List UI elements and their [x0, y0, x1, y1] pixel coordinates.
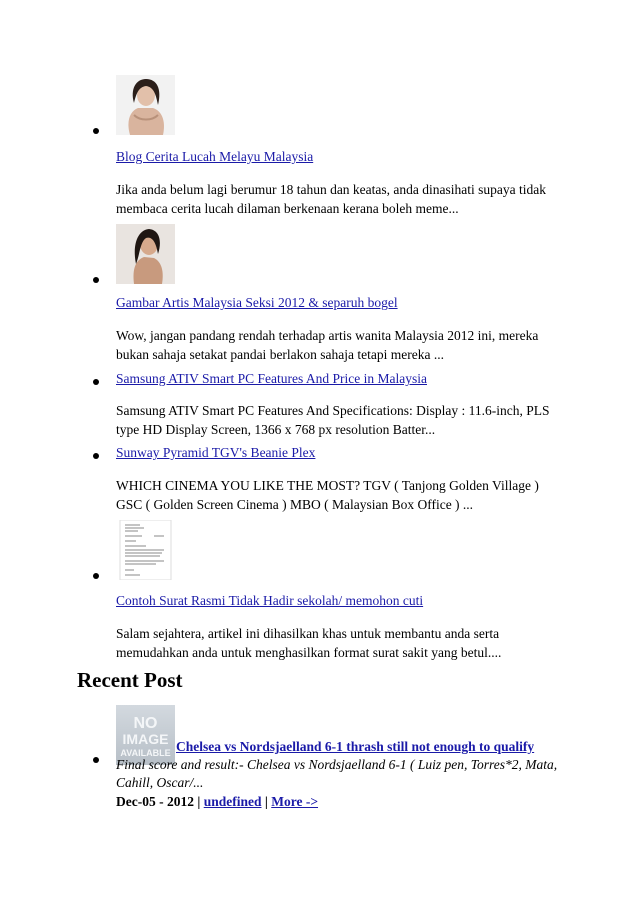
- recent-post-meta: [116, 794, 318, 810]
- post-thumbnail[interactable]: [116, 75, 175, 135]
- no-image-text-line: IMAGE: [122, 731, 169, 747]
- no-image-text-line: NO: [133, 715, 158, 732]
- list-bullet: [93, 453, 99, 459]
- list-bullet: [93, 128, 99, 134]
- woman-portrait-thumbnail-image: [116, 75, 175, 135]
- post-excerpt: Salam sejahtera, artikel ini dihasilkan khas untuk membantu anda serta memudahkan anda untuk menghasilkan format surat sakit yang betul....: [116, 626, 502, 660]
- post-title-link[interactable]: Samsung ATIV Smart PC Features And Price in Malaysia: [116, 371, 427, 386]
- post-thumbnail[interactable]: [116, 520, 175, 580]
- post-title-link[interactable]: Blog Cerita Lucah Melayu Malaysia: [116, 149, 314, 164]
- list-bullet: [93, 573, 99, 579]
- meta-separator: |: [197, 794, 201, 809]
- post-title-link[interactable]: Gambar Artis Malaysia Seksi 2012 & separuh bogel: [116, 295, 398, 310]
- list-bullet: [93, 277, 99, 283]
- post-thumbnail[interactable]: [116, 224, 175, 284]
- post-title-link[interactable]: Contoh Surat Rasmi Tidak Hadir sekolah/ memohon cuti: [116, 593, 424, 608]
- recent-post-excerpt: Final score and result:- Chelsea vs Nordsjaelland 6-1 ( Luiz pen, Torres*2, Mata, Cahill, Oscar/...: [116, 757, 558, 790]
- post-excerpt: Samsung ATIV Smart PC Features And Specifications: Display : 11.6-inch, PLS type HD Display Screen, 1366 x 768 px resolution Batter...: [116, 403, 550, 437]
- author-link[interactable]: undefined: [203, 794, 262, 809]
- post-excerpt: Jika anda belum lagi berumur 18 tahun dan keatas, anda dinasihati supaya tidak membaca cerita lucah dilaman berkenaan kerana boleh meme...: [116, 182, 546, 216]
- meta-separator: |: [264, 794, 268, 809]
- post-title-link[interactable]: Sunway Pyramid TGV's Beanie Plex: [116, 445, 316, 460]
- post-excerpt: WHICH CINEMA YOU LIKE THE MOST? TGV ( Tanjong Golden Village ) GSC ( Golden Screen Cinema ) MBO ( Malaysian Box Office ) ...: [116, 478, 539, 512]
- letter-document-thumbnail-image: [116, 520, 175, 580]
- list-bullet: [93, 379, 99, 385]
- post-excerpt: Wow, jangan pandang rendah terhadap artis wanita Malaysia 2012 ini, mereka bukan sahaja setakat pandai berlakon sahaja tetapi mereka ...: [116, 328, 539, 362]
- woman-portrait-thumbnail-image: [116, 224, 175, 284]
- list-bullet: [93, 757, 99, 763]
- recent-post-heading: Recent Post: [77, 668, 183, 692]
- post-date: Dec-05 - 2012: [116, 794, 194, 809]
- more-link[interactable]: More ->: [271, 794, 319, 809]
- recent-post-title-link[interactable]: Chelsea vs Nordsjaelland 6-1 thrash still not enough to qualify: [176, 739, 535, 754]
- no-image-text-line: AVAILABLE: [120, 748, 171, 758]
